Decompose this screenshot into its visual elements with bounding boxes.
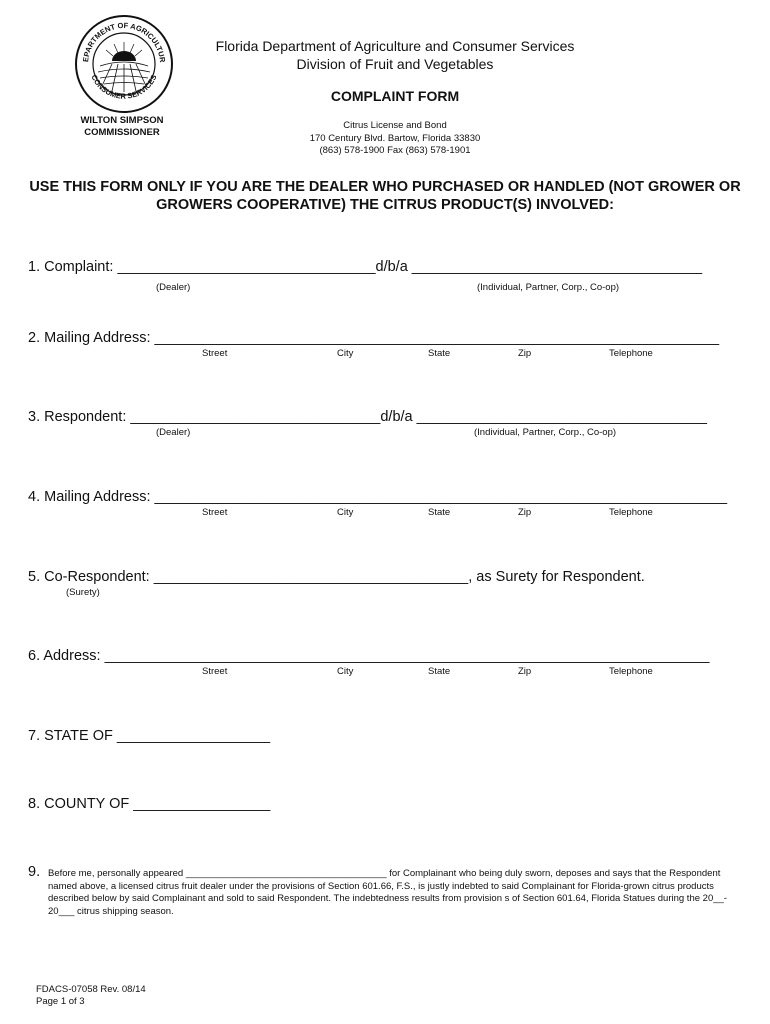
telephone-label: Telephone: [609, 507, 653, 518]
commissioner-title: COMMISSIONER: [84, 127, 160, 138]
complaint-dba-label: (Individual, Partner, Corp., Co-op): [477, 282, 620, 293]
telephone-label: Telephone: [609, 348, 653, 359]
state-label: State: [428, 348, 451, 359]
street-label: Street: [202, 348, 228, 359]
office-address: 170 Century Blvd. Bartow, Florida 33830: [309, 132, 481, 144]
seal-text-top: EPARTMENT OF AGRICULTUR: [81, 20, 168, 63]
division-name: Division of Fruit and Vegetables: [296, 56, 494, 72]
zip-label: Zip: [518, 348, 532, 359]
form-title: COMPLAINT FORM: [330, 88, 460, 104]
office-phone: (863) 578-1900 Fax (863) 578-1901: [319, 145, 471, 156]
office-name: Citrus License and Bond: [343, 120, 447, 131]
mailing-address-field-1[interactable]: 2. Mailing Address: ______________________________________________________________________: [28, 330, 720, 346]
affidavit-paragraph[interactable]: Before me, personally appeared ______________________________________ for Complainant who being duly sworn, deposes and says that the Respondent named above, a licensed citrus fruit dealer under the provisions of Section 601.66, F.S., is justly indebted to said Complainant for Florida-grown citrus products described below by said Complainant and sold to said Respondent. The indebtedness results from provision s of Section 601.64, Florida Statues during the 20__- 20___ citrus shipping season.: [48, 868, 727, 917]
commissioner-name: WILTON SIMPSON: [80, 115, 164, 126]
form-notice: USE THIS FORM ONLY IF YOU ARE THE DEALER WHO PURCHASED OR HANDLED (NOT GROWER OR GROWERS COOPERATIVE) THE CITRUS PRODUCT(S) INVOLVED:: [29, 179, 741, 213]
surety-label: (Surety): [66, 587, 100, 598]
complaint-field[interactable]: 1. Complaint: ________________________________d/b/a ____________________________________: [28, 259, 703, 275]
city-label: City: [337, 507, 354, 518]
co-respondent-field[interactable]: 5. Co-Respondent: _______________________________________, as Surety for Respondent.: [28, 569, 645, 585]
zip-label: Zip: [518, 507, 532, 518]
address-field[interactable]: 6. Address: ___________________________________________________________________________: [28, 648, 710, 664]
form-number: FDACS-07058 Rev. 08/14: [36, 984, 146, 995]
county-of-field[interactable]: 8. COUNTY OF _________________: [28, 796, 271, 812]
zip-label: Zip: [518, 666, 532, 677]
contact-block: [10, 120, 770, 158]
telephone-label: Telephone: [609, 666, 653, 677]
respondent-field[interactable]: 3. Respondent: _______________________________d/b/a ____________________________________: [28, 409, 707, 425]
state-of-field[interactable]: 7. STATE OF ___________________: [28, 728, 271, 744]
seal-text-bottom: CONSUMER SERVICES: [89, 73, 159, 101]
respondent-dealer-label: (Dealer): [156, 427, 191, 438]
page-number: Page 1 of 3: [36, 996, 85, 1007]
state-label: State: [428, 507, 451, 518]
complaint-dealer-label: (Dealer): [156, 282, 191, 293]
city-label: City: [337, 348, 354, 359]
item-9-number: 9.: [28, 864, 41, 880]
state-label: State: [428, 666, 451, 677]
mailing-address-field-2[interactable]: 4. Mailing Address: _______________________________________________________________________: [28, 489, 728, 505]
street-label: Street: [202, 666, 228, 677]
city-label: City: [337, 666, 354, 677]
respondent-dba-label: (Individual, Partner, Corp., Co-op): [474, 427, 617, 438]
agency-name: Florida Department of Agriculture and Consumer Services: [215, 38, 575, 54]
footer: [36, 984, 146, 1008]
street-label: Street: [202, 507, 228, 518]
